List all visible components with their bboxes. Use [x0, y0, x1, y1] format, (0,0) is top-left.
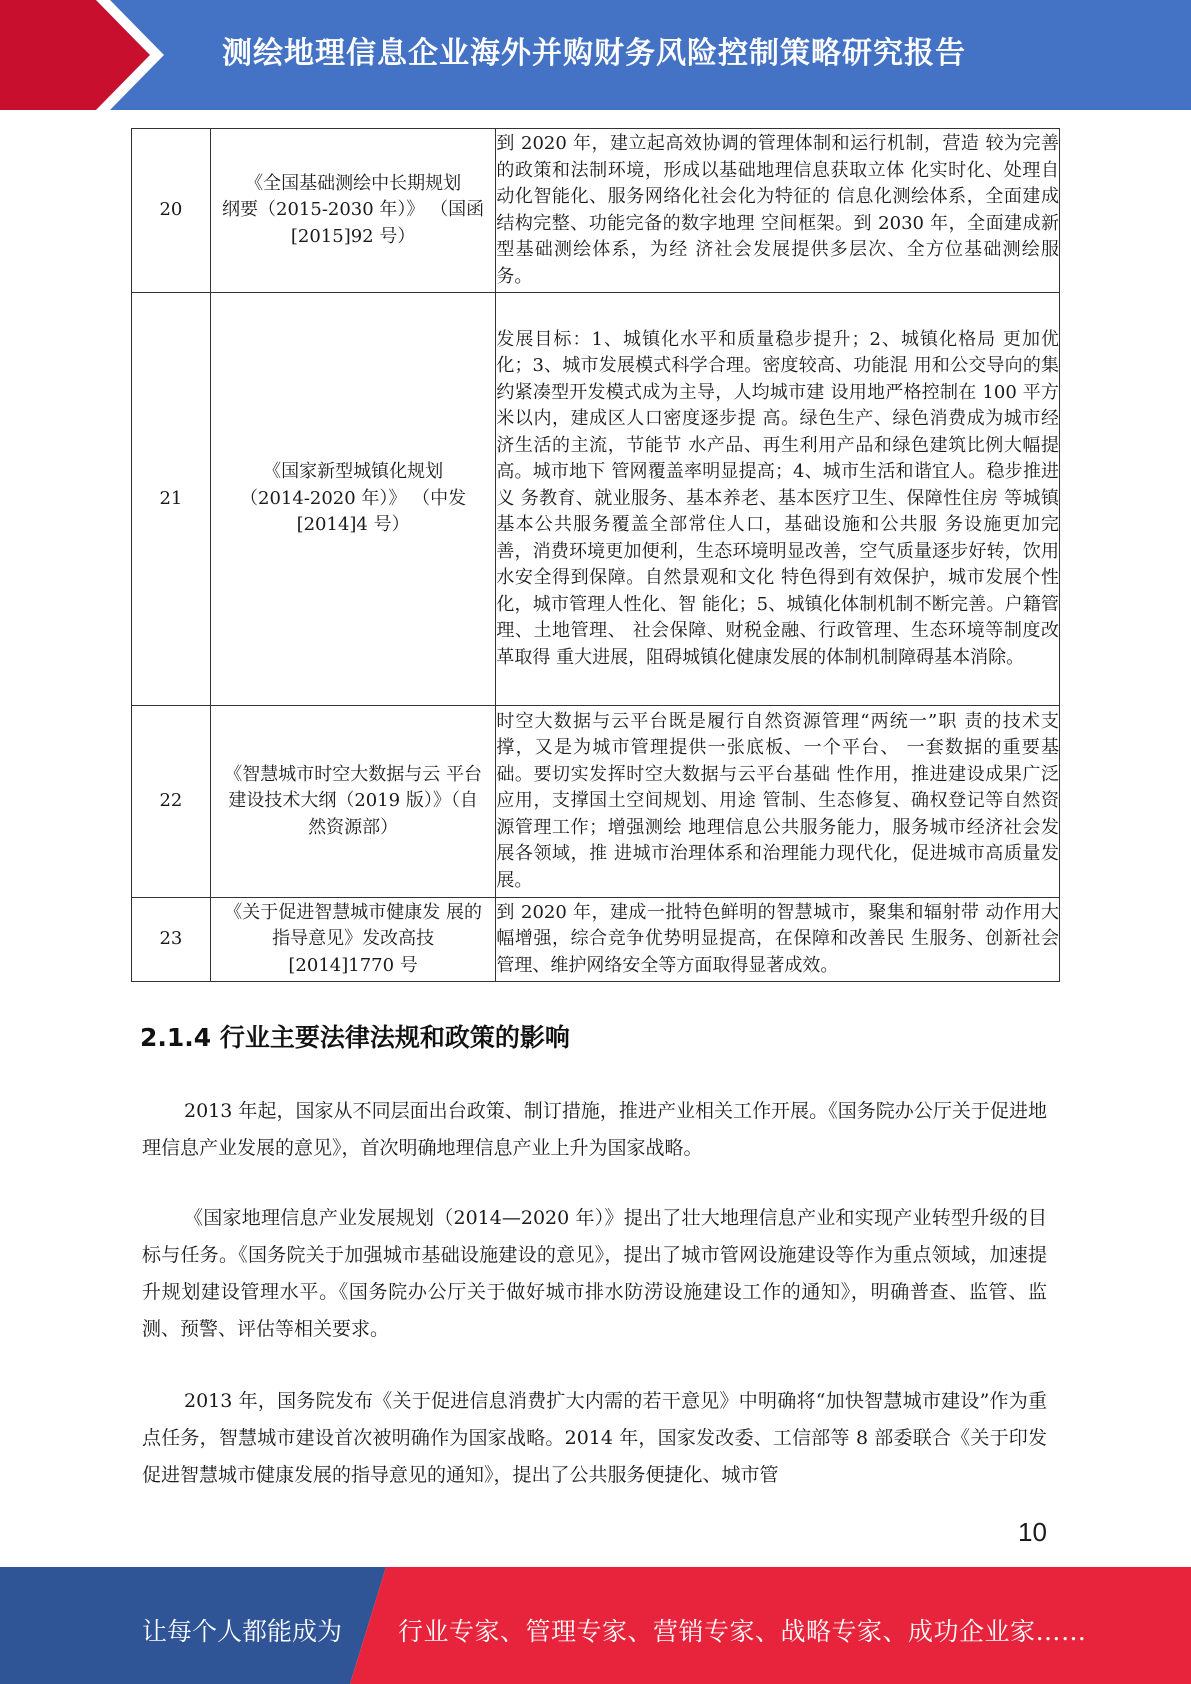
policy-name-line: [2014]4 号）	[296, 514, 410, 536]
policy-name-line: 建设技术大纲（2019 版）》（自	[228, 790, 478, 812]
section-heading: 2.1.4 行业主要法律法规和政策的影响	[140, 1023, 570, 1052]
header-bar	[0, 0, 1191, 110]
row-number: 21	[132, 293, 211, 706]
policy-description: 发展目标：1、城镇化水平和质量稳步提升；2、城镇化格局 更加优化；3、城市发展模式科学合理。密度较高、功能混 用和公交导向的集约紧凑型开发模式成为主导，人均城市建 设用地严格控制在 100 平方米以内，建成区人口密度逐步提 高。绿色生产、绿色消费成为城市经济生活的主流，节能节 水产品、再生利用产品和绿色建筑比例大幅提高。城市地下 管网覆盖率明显提高；4、城市生活和谐宜人。稳步推进义 务教育、就业服务、基本养老、基本医疗卫生、保障性住房 等城镇基本公共服务覆盖全部常住人口，基础设施和公共服 务设施更加完善，消费环境更加便利，生态环境明显改善，空气质量逐步好转，饮用水安全得到保障。自然景观和文化 特色得到有效保护，城市发展个性化，城市管理人性化、智 能化；5、城镇化体制机制不断完善。户籍管理、土地管理、 社会保障、财税金融、行政管理、生态环境等制度改革取得 重大进展，阻碍城镇化健康发展的体制机制障碍基本消除。	[496, 293, 1060, 706]
policy-name	[210, 706, 496, 898]
policy-name-line: 《关于促进智慧城市健康发 展的	[224, 901, 482, 923]
policy-name-line: [2015]92 号）	[290, 225, 416, 247]
footer-slogan-right: 行业专家、管理专家、营销专家、战略专家、成功企业家……	[398, 1617, 1087, 1646]
table-row	[132, 706, 1060, 898]
policy-name-line: 然资源部）	[308, 816, 399, 838]
row-number: 23	[132, 898, 211, 982]
policy-name-line: 指导意见》发改高技	[272, 928, 435, 950]
body-paragraph: 《国家地理信息产业发展规划（2014—2020 年）》提出了壮大地理信息产业和实现产业转型升级的目标与任务。《国务院关于加强城市基础设施建设的意见》，提出了城市管网设施建设等作为重点领域，加速提升规划建设管理水平。《国务院办公厅关于做好城市排水防涝设施建设工作的通知》，明确普查、监管、监测、预警、评估等相关要求。	[142, 1207, 1047, 1340]
policy-name	[210, 129, 496, 293]
table-row	[132, 898, 1060, 982]
table-row	[132, 129, 1060, 293]
policy-table	[131, 128, 1060, 982]
body-paragraph: 2013 年起，国家从不同层面出台政策、制订措施，推进产业相关工作开展。《国务院办公厅关于促进地理信息产业发展的意见》，首次明确地理信息产业上升为国家战略。	[142, 1100, 1047, 1159]
footer-banner	[0, 1567, 1191, 1684]
table-row	[132, 293, 1060, 706]
policy-description: 到 2020 年，建成一批特色鲜明的智慧城市，聚集和辐射带 动作用大幅增强，综合竞争优势明显提高，在保障和改善民 生服务、创新社会管理、维护网络安全等方面取得显著成效。	[496, 898, 1060, 982]
policy-name-line: 《全国基础测绘中长期规划	[245, 172, 462, 194]
policy-name-line: 纲要（2015-2030 年）》 （国函	[222, 199, 485, 221]
policy-name-line: 《国家新型城镇化规划	[263, 461, 444, 483]
page-number: 10	[1018, 1517, 1047, 1547]
policy-name-line: [2014]1770 号	[288, 954, 418, 976]
policy-description: 到 2020 年，建立起高效协调的管理体制和运行机制，营造 较为完善的政策和法制环境，形成以基础地理信息获取立体 化实时化、处理自动化智能化、服务网络化社会化为特征的 信息化测绘体系，全面建成结构完整、功能完备的数字地理 空间框架。到 2030 年，全面建成新型基础测绘体系，为经 济社会发展提供多层次、全方位基础测绘服务。	[496, 129, 1060, 293]
policy-description: 时空大数据与云平台既是履行自然资源管理“两统一”职 责的技术支撑，又是为城市管理提供一张底板、一个平台、 一套数据的重要基础。要切实发挥时空大数据与云平台基础 性作用，推进建设成果广泛应用，支撑国土空间规划、用途 管制、生态修复、确权登记等自然资源管理工作；增强测绘 地理信息公共服务能力，服务城市经济社会发展各领域，推 进城市治理体系和治理能力现代化，促进城市高质量发展。	[496, 706, 1060, 898]
row-number: 22	[132, 706, 211, 898]
policy-name-line: 《智慧城市时空大数据与云 平台	[224, 763, 482, 785]
report-title: 测绘地理信息企业海外并购财务风险控制策略研究报告	[222, 36, 966, 71]
row-number: 20	[132, 129, 211, 293]
body-paragraph: 2013 年，国务院发布《关于促进信息消费扩大内需的若干意见》中明确将“加快智慧城市建设”作为重点任务，智慧城市建设首次被明确作为国家战略。2014 年，国家发改委、工信部等 8 部委联合《关于印发促进智慧城市健康发展的指导意见的通知》，提出了公共服务便捷化、城市管	[142, 1390, 1047, 1486]
policy-name-line: （2014-2020 年）》 （中发	[240, 487, 467, 509]
policy-name	[210, 898, 496, 982]
policy-name	[210, 293, 496, 706]
footer-slogan-left: 让每个人都能成为	[142, 1617, 343, 1646]
